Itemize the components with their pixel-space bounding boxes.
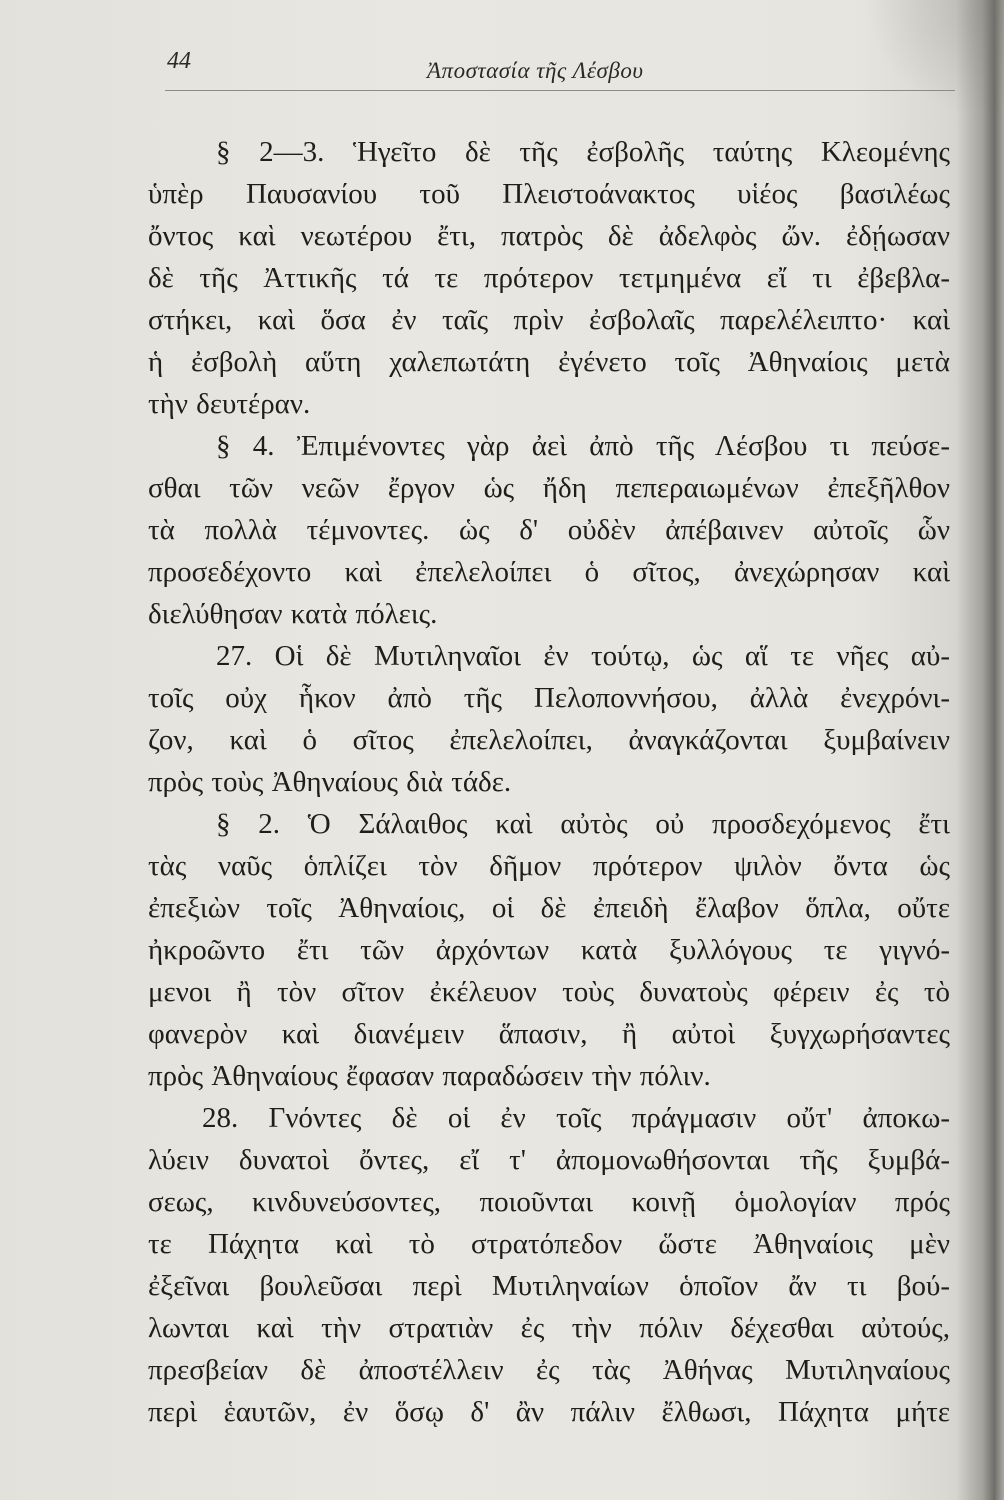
text-line: διελύθησαν κατὰ πόλεις. <box>148 598 438 630</box>
running-title: Ἀποστασία τῆς Λέσβου <box>427 58 644 83</box>
page-edge-shadow <box>956 0 1004 1500</box>
text-line: μενοι ἢ τὸν σῖτον ἐκέλευον τοὺς δυνατοὺς φέρειν ἐς τὸ <box>148 976 950 1008</box>
text-line: τὰς ναῦς ὁπλίζει τὸν δῆμον πρότερον ψιλὸν ὄντα ὡς <box>148 850 950 882</box>
text-line: δὲ τῆς Ἀττικῆς τά τε πρότερον τετμημένα εἴ τι ἐβεβλα- <box>148 262 950 294</box>
text-line: τὰ πολλὰ τέμνοντες. ὡς δ' οὐδὲν ἀπέβαινεν αὐτοῖς ὧν <box>148 514 950 546</box>
body-text <box>148 131 950 1433</box>
paragraph-chapter-27 <box>148 635 950 803</box>
text-line: § 4. Ἐπιμένοντες γὰρ ἀεὶ ἀπὸ τῆς Λέσβου τι πεύσε- <box>216 430 950 462</box>
text-line: § 2. Ὁ Σάλαιθος καὶ αὐτὸς οὐ προσδεχόμενος ἔτι <box>216 808 950 840</box>
text-line: ὑπὲρ Παυσανίου τοῦ Πλειστοάνακτος υἱέος βασιλέως <box>148 178 950 210</box>
text-line: πρεσβείαν δὲ ἀποστέλλειν ἐς τὰς Ἀθήνας Μυτιληναίους <box>148 1354 950 1386</box>
text-line: περὶ ἑαυτῶν, ἐν ὅσῳ δ' ἂν πάλιν ἔλθωσι, Πάχητα μήτε <box>148 1396 950 1428</box>
text-line: προσεδέχοντο καὶ ἐπελελοίπει ὁ σῖτος, ἀνεχώρησαν καὶ <box>148 556 950 588</box>
page-header <box>165 44 955 91</box>
text-line: σθαι τῶν νεῶν ἔργον ὡς ἤδη πεπεραιωμένων ἐπεξῆλθον <box>148 472 950 504</box>
text-line: ἡ ἐσβολὴ αὕτη χαλεπωτάτη ἐγένετο τοῖς Ἀθηναίοις μετὰ <box>148 346 950 378</box>
text-line: ζον, καὶ ὁ σῖτος ἐπελελοίπει, ἀναγκάζονται ξυμβαίνειν <box>148 724 950 756</box>
text-line: φανερὸν καὶ διανέμειν ἅπασιν, ἢ αὐτοὶ ξυγχωρήσαντες <box>148 1018 950 1050</box>
paragraph-section-4 <box>148 425 950 635</box>
paragraph-section-2 <box>148 803 950 1097</box>
text-line: σεως, κινδυνεύσοντες, ποιοῦνται κοινῇ ὁμολογίαν πρός <box>148 1186 950 1218</box>
text-line: πρὸς Ἀθηναίους ἔφασαν παραδώσειν τὴν πόλιν. <box>148 1060 711 1092</box>
text-line: 27. Οἱ δὲ Μυτιληναῖοι ἐν τούτῳ, ὡς αἵ τε νῆες αὐ- <box>216 640 950 672</box>
text-line: τε Πάχητα καὶ τὸ στρατόπεδον ὥστε Ἀθηναίοις μὲν <box>148 1228 950 1260</box>
text-line: ὄντος καὶ νεωτέρου ἔτι, πατρὸς δὲ ἀδελφὸς ὤν. ἐδῄωσαν <box>148 220 950 252</box>
paragraph-section-2-3 <box>148 131 950 425</box>
text-line: λύειν δυνατοὶ ὄντες, εἴ τ' ἀπομονωθήσονται τῆς ξυμβά- <box>148 1144 950 1176</box>
text-line: § 2—3. Ἡγεῖτο δὲ τῆς ἐσβολῆς ταύτης Κλεομένης <box>216 136 950 168</box>
text-line: τοῖς οὐχ ἧκον ἀπὸ τῆς Πελοποννήσου, ἀλλὰ ἐνεχρόνι- <box>148 682 950 714</box>
text-line: ἐπεξιὼν τοῖς Ἀθηναίοις, οἱ δὲ ἐπειδὴ ἔλαβον ὅπλα, οὔτε <box>148 892 950 924</box>
text-line: λωνται καὶ τὴν στρατιὰν ἐς τὴν πόλιν δέχεσθαι αὐτούς, <box>148 1312 950 1344</box>
text-line: πρὸς τοὺς Ἀθηναίους διὰ τάδε. <box>148 766 512 798</box>
text-line: ἐξεῖναι βουλεῦσαι περὶ Μυτιληναίων ὁποῖον ἄν τι βού- <box>148 1270 950 1302</box>
page-number: 44 <box>167 48 191 74</box>
text-line: ἠκροῶντο ἔτι τῶν ἀρχόντων κατὰ ξυλλόγους τε γιγνό- <box>148 934 950 966</box>
text-line: τὴν δευτέραν. <box>148 388 311 420</box>
text-line: 28. Γνόντες δὲ οἱ ἐν τοῖς πράγμασιν οὔτ' ἀποκω- <box>202 1102 950 1134</box>
text-line: στήκει, καὶ ὅσα ἐν ταῖς πρὶν ἐσβολαῖς παρελέλειπτο· καὶ <box>148 304 950 336</box>
paragraph-chapter-28 <box>148 1097 950 1433</box>
